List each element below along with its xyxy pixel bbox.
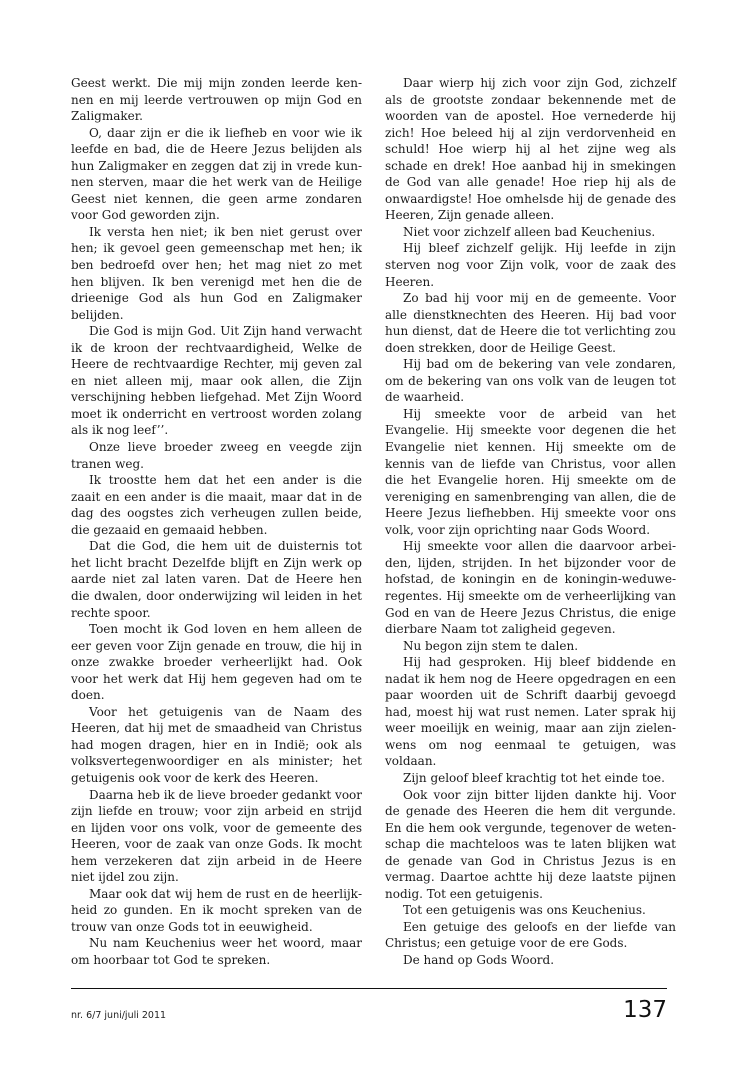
paragraph: Ik versta hen niet; ik ben niet gerust over hen; ik gevoel geen gemeenschap met hen; ik ben bedroefd over hen; het mag niet zo met hen blijven. Ik ben verenigd met hen die de drieenige God als hun God en Zaligmaker belijden. <box>71 224 362 322</box>
paragraph: Daar wierp hij zich voor zijn God, zichzelf als de grootste zondaar bekennende met de woorden van de apostel. Hoe vernederde hij zich! Hoe beleed hij al zijn verdorvenheid en schuld! Hoe wierp hij al het zijne weg als schade en drek! Hoe aanbad hij in smekingen de God van alle genade! Hoe riep hij als de onwaardigste! Hoe omhelsde hij de genade des Heeren, Zijn genade alleen. <box>385 76 676 223</box>
paragraph: Niet voor zichzelf alleen bad Keuchenius. <box>403 224 656 239</box>
paragraph: Daarna heb ik de lieve broeder gedankt voor zijn liefde en trouw; voor zijn arbeid en strijd en lijden voor ons volk, voor de gemeente des Heeren, voor de zaak van onze Gods. Ik mocht hem verzekeren dat zijn arbeid in de Heere niet ijdel zou zijn. <box>71 787 362 885</box>
left-text-column <box>71 75 362 969</box>
paragraph: Hij had gesproken. Hij bleef biddende en nadat ik hem nog de Heere opgedragen en een paar woorden uit de Schrift daarbij gevoegd had, moest hij wat rust nemen. Later sprak hij weer moeilijk en weinig, maar aan zijn zielenwens om nog eenmaal te getuigen, was voldaan. <box>385 655 676 769</box>
paragraph: Toen mocht ik God loven en hem alleen de eer geven voor Zijn genade en trouw, die hij in onze zwakke broeder verheerlijkt had. Ook voor het werk dat Hij hem gegeven had om te doen. <box>71 622 362 703</box>
paragraph: O, daar zijn er die ik liefheb en voor wie ik leefde en bad, die de Heere Jezus belijden als hun Zaligmaker en zeggen dat zij in vrede kunnen sterven, maar die het werk van de Heilige Geest niet kennen, die geen arme zondaren voor God geworden zijn. <box>71 125 362 223</box>
paragraph: Maar ook dat wij hem de rust en de heerlijkheid zo gunden. En ik mocht spreken van de trouw van onze Gods tot in eeuwigheid. <box>71 886 362 934</box>
page-number: 137 <box>623 997 667 1023</box>
paragraph: De hand op Gods Woord. <box>403 952 555 967</box>
paragraph: Onze lieve broeder zweeg en veegde zijn tranen weg. <box>71 440 362 471</box>
footer-rule <box>71 988 667 989</box>
paragraph: Hij smeekte voor de arbeid van het Evangelie. Hij smeekte voor degenen die het Evangelie niet kennen. Hij smeekte om de kennis van de liefde van Christus, voor allen die het Evangelie horen. Hij smeekte om de vereniging en samenbrenging van allen, die de Heere Jezus liefhebben. Hij smeekte voor ons volk, voor zijn oprichting naar Gods Woord. <box>385 406 676 537</box>
paragraph: Nu begon zijn stem te dalen. <box>403 638 579 653</box>
paragraph: Nu nam Keuchenius weer het woord, maar om hoorbaar tot God te spreken. <box>71 936 362 967</box>
paragraph: Geest werkt. Die mij mijn zonden leerde kennen en mij leerde vertrouwen op mijn God en Zaligmaker. <box>71 76 362 124</box>
issue-label: nr. 6/7 juni/juli 2011 <box>71 1010 167 1021</box>
paragraph: Hij smeekte voor allen die daarvoor arbeiden, lijden, strijden. In het bijzonder voor de hofstad, de koningin en de koningin-weduweregentes. Hij smeekte om de verheerlijking van God en van de Heere Jezus Christus, die enige dierbare Naam tot zaligheid gegeven. <box>385 539 676 637</box>
paragraph: Ook voor zijn bitter lijden dankte hij. Voor de genade des Heeren die hem dit vergunde. En die hem ook vergunde, tegenover de wetenschap die machteloos was te laten blijken wat de genade van God in Christus Jezus is en vermag. Daartoe achtte hij deze laatste pijnen nodig. Tot een getuigenis. <box>385 787 676 901</box>
right-text-column <box>385 75 676 969</box>
paragraph: Die God is mijn God. Uit Zijn hand verwacht ik de kroon der rechtvaardigheid, Welke de Heere de rechtvaardige Rechter, mij geven zal en niet alleen mij, maar ook allen, die Zijn verschijning hebben liefgehad. Met Zijn Woord moet ik onderricht en vertroost worden zolang als ik nog leef’’. <box>71 324 362 438</box>
paragraph: Een getuige des geloofs en der liefde van Christus; een getuige voor de ere Gods. <box>385 919 676 951</box>
paragraph: Zo bad hij voor mij en de gemeente. Voor alle dienstknechten des Heeren. Hij bad voor hun dienst, dat de Heere die tot verlichting zou doen strekken, door de Heilige Geest. <box>385 291 676 355</box>
paragraph: Ik troostte hem dat het een ander is die zaait en een ander is die maait, maar dat in de dag des oogstes zich verheugen zullen beide, die gezaaid en gemaaid hebben. <box>71 473 362 537</box>
paragraph: Zijn geloof bleef krachtig tot het einde toe. <box>403 770 665 785</box>
paragraph: Voor het getuigenis van de Naam des Heeren, dat hij met de smaadheid van Christus had mogen dragen, hier en in Indië; ook als volksvertegenwoordiger en als minister; het getuigenis ook voor de kerk des Heeren. <box>71 704 362 785</box>
paragraph: Hij bad om de bekering van vele zondaren, om de bekering van ons volk van de leugen tot de waarheid. <box>385 357 676 405</box>
paragraph: Hij bleef zichzelf gelijk. Hij leefde in zijn sterven nog voor Zijn volk, voor de zaak des Heeren. <box>385 241 676 289</box>
paragraph: Dat die God, die hem uit de duisternis tot het licht bracht Dezelfde blijft en Zijn werk op aarde niet zal laten varen. Dat de Heere hen die dwalen, door onderwijzing wil leiden in het rechte spoor. <box>71 539 362 620</box>
paragraph: Tot een getuigenis was ons Keuchenius. <box>403 903 646 918</box>
